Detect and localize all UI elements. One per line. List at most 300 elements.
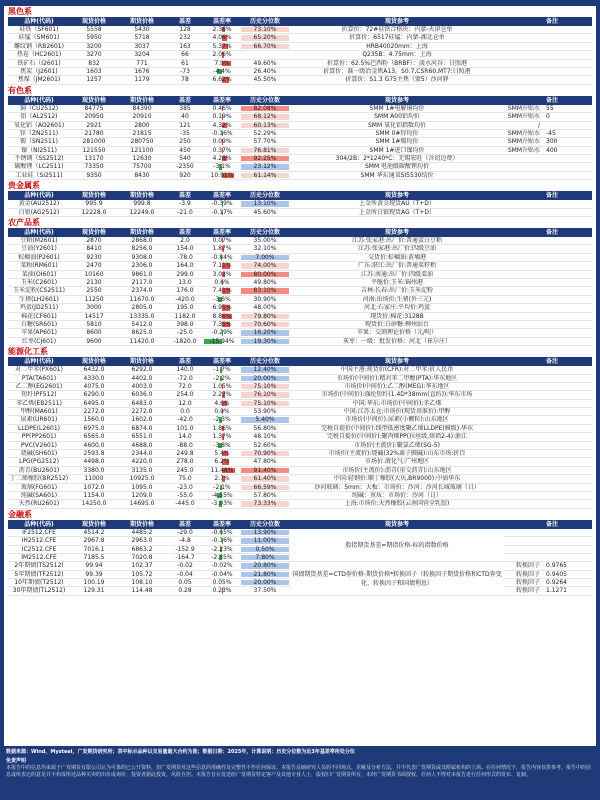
cell-fut: 7020.8 [131, 553, 153, 561]
basis-rate-value: 0.07% [212, 237, 232, 245]
cell-pct [240, 287, 290, 294]
percentile-value: 49.60% [253, 59, 277, 67]
cell-name: 白糖(SR601) [20, 320, 58, 328]
cell-fut: 102.37 [131, 562, 153, 570]
cell-pct [240, 76, 290, 83]
column-header: 现货参考 [384, 229, 409, 237]
percentile-value: 83.10% [253, 287, 277, 295]
table-row [8, 34, 592, 42]
cell-spot: 5810 [86, 320, 102, 328]
column-header: 基差 [178, 229, 191, 237]
cell-basis: 12.0 [178, 399, 192, 407]
table-row [8, 155, 592, 163]
cell-basis: 14.0 [178, 433, 192, 441]
percentile-value: 80.00% [253, 270, 277, 278]
cell-spot: 11000 [84, 475, 104, 483]
percentile-value: 0.50% [255, 545, 275, 553]
cell-fut: 5412.0 [131, 320, 153, 328]
cell-note2: 1.1271 [546, 587, 567, 595]
cell-name: PVC(V2601) [21, 441, 57, 449]
cell-pct [240, 338, 290, 345]
cell-basis: 278.0 [176, 458, 194, 466]
basis-rate-value: -0.17% [211, 208, 233, 216]
basis-rate-value: -2.35% [211, 553, 233, 561]
cell-pct [240, 442, 290, 449]
cell-spot: 129.31 [83, 587, 105, 595]
cell-spot: 73350 [84, 163, 104, 171]
footer-disclaimer-title: 免责声明 [6, 758, 27, 764]
percentile-value: 60.13% [253, 121, 277, 129]
column-header: 基差 [178, 96, 191, 104]
cell-note1 [504, 450, 542, 457]
cell-rate [204, 51, 240, 58]
cell-name: 5年期债(TF2512) [14, 570, 64, 578]
section [8, 180, 592, 217]
basis-rate-value: 6.2% [214, 458, 230, 466]
cell-pct [240, 262, 290, 269]
cell-note2 [542, 529, 592, 536]
column-header: 现货价格 [81, 358, 106, 366]
cell-fut: 3204 [134, 51, 150, 59]
basis-rate-value: 1.87% [212, 245, 232, 253]
table-row [8, 105, 592, 113]
cell-spot: 4600.0 [83, 441, 105, 449]
cell-ref: 市场价(主流价):聚氯乙烯(SG-5) [354, 441, 440, 449]
cell-ref: 304/2B：2*1240*C：无锡宏旺（含切边费） [335, 155, 459, 163]
cell-note1: SMM升贴水 [507, 113, 540, 121]
cell-note1 [504, 163, 542, 170]
table-header [8, 357, 592, 366]
basis-rate-value: -3.6% [213, 295, 231, 303]
cell-note1: SMM升贴水 [507, 129, 540, 137]
cell-basis: -0.04 [177, 570, 193, 578]
table-row [8, 209, 592, 217]
cell-name: 锡（SN2511) [20, 138, 58, 146]
cell-rate [204, 271, 240, 278]
cell-spot: 121550 [82, 146, 106, 154]
cell-pct [240, 245, 290, 252]
cell-basis: 75.0 [178, 475, 192, 483]
cell-note1 [504, 425, 542, 432]
cell-basis: 254.0 [176, 391, 194, 399]
cell-note1 [504, 338, 542, 345]
basis-rate-value: 4.6% [214, 399, 230, 407]
section [8, 346, 592, 509]
cell-note1 [504, 537, 542, 544]
basis-rate-value: 0.37% [212, 146, 232, 154]
percentile-value: 49.80% [253, 278, 277, 286]
basis-rate-value: 4.06% [212, 34, 232, 42]
table-row [8, 200, 592, 208]
cell-pct [240, 68, 290, 75]
cell-rate [204, 122, 240, 129]
cell-rate [204, 172, 240, 179]
section [8, 85, 592, 181]
cell-rate [204, 245, 240, 252]
column-header: 基差 [178, 520, 191, 528]
table-row [8, 416, 592, 424]
percentile-value: 13.90% [253, 528, 277, 536]
cell-note1 [504, 279, 542, 286]
table-row [8, 366, 592, 374]
cell-rate [204, 329, 240, 336]
cell-note1 [504, 209, 542, 216]
cell-note2: 0.9405 [546, 570, 567, 578]
cell-ref: 完税自提价(中间价):聚丙烯PP(拉丝级,熔指2-4):浙江 [326, 433, 468, 441]
cell-ref: 灰枣：一级：批发价格：河北（崔尔庄） [342, 337, 451, 345]
cell-name: 热卷（HC2601) [16, 51, 62, 59]
cell-pct [240, 467, 290, 474]
column-header: 备注 [546, 520, 559, 528]
cell-ref: 纯碱：重质：市场价：沙河（日） [351, 491, 442, 499]
cell-note2 [542, 76, 592, 83]
cell-fut: 4003.0 [131, 382, 153, 390]
column-header [504, 17, 542, 26]
cell-name: 天然(RU2601) [18, 500, 60, 508]
report-page [4, 6, 596, 794]
cell-fut: 6551.0 [131, 433, 153, 441]
percentile-value: 61.14% [253, 171, 277, 179]
cell-fut: 14695.0 [129, 500, 155, 508]
cell-pct [240, 383, 290, 390]
basis-rate-value: 7.35% [212, 320, 232, 328]
cell-note2 [542, 492, 592, 499]
cell-spot: 9230 [86, 253, 102, 261]
percentile-value: 7.80% [255, 553, 275, 561]
cell-rate [204, 130, 240, 137]
cell-spot: 21780 [84, 129, 104, 137]
cell-pct [240, 26, 290, 33]
cell-pct [240, 60, 290, 67]
table-row [8, 467, 592, 475]
cell-name: 焦炭（J2601) [20, 67, 58, 75]
cell-rate [204, 321, 240, 328]
cell-rate [204, 287, 240, 294]
cell-fut: 1209.0 [131, 491, 153, 499]
basis-rate-value: 7.11% [212, 262, 232, 270]
cell-pct [240, 492, 290, 499]
cell-rate [204, 416, 240, 423]
cell-note2 [542, 200, 592, 207]
cell-spot: 2593.8 [83, 450, 105, 458]
cell-pct [240, 484, 290, 491]
cell-rate [204, 279, 240, 286]
basis-rate-value: 0.05% [212, 579, 232, 587]
cell-note1 [504, 492, 542, 499]
cell-note2 [542, 450, 592, 457]
table-row [8, 43, 592, 51]
basis-rate-value: -0.04% [211, 570, 233, 578]
cell-name: 甲醇(MA601) [20, 408, 58, 416]
section [8, 509, 592, 596]
cell-name: 锌（ZN2511) [19, 129, 59, 137]
cell-rate [204, 433, 240, 440]
cell-rate [204, 155, 240, 162]
cell-basis: -152.9 [175, 545, 195, 553]
cell-pct [240, 400, 290, 407]
cell-note2 [542, 68, 592, 75]
cell-name: IM2512.CFE [21, 553, 57, 561]
table-row [8, 433, 592, 441]
column-header: 基差率 [212, 358, 231, 366]
cell-spot: 2921 [86, 121, 102, 129]
column-header: 现货价格 [81, 18, 106, 25]
cell-basis: 2.0 [180, 237, 190, 245]
percentile-value: 48.10% [253, 433, 277, 441]
table-row [8, 425, 592, 433]
cell-basis: -35 [180, 129, 190, 137]
cell-rate [204, 26, 240, 33]
cell-spot: 14250.0 [81, 500, 107, 508]
cell-note2 [542, 237, 592, 244]
cell-note2: -45 [546, 129, 556, 137]
cell-rate [204, 34, 240, 41]
cell-basis: 164.0 [176, 262, 194, 270]
column-header: 现货参考 [384, 96, 409, 104]
cell-basis: 176.0 [176, 287, 194, 295]
cell-ref: 中国:华东:市场价(中间价):苯乙烯 [352, 399, 442, 407]
cell-note2 [542, 338, 592, 345]
column-header [504, 357, 542, 366]
cell-fut: 6292.0 [131, 366, 153, 374]
cell-spot: 2130 [86, 278, 102, 286]
cell-name: 螺纹钢（RB2601) [14, 42, 64, 50]
cell-ref: 河南:出场价:生猪(外三元) [362, 295, 432, 303]
cell-spot: 14517 [84, 312, 104, 320]
cell-fut: 280750 [130, 138, 154, 146]
cell-pct [240, 571, 290, 578]
cell-note2 [542, 329, 592, 336]
cell-pct [240, 155, 290, 162]
percentile-value: 20.00% [253, 374, 277, 382]
cell-rate [204, 113, 240, 120]
section [8, 6, 592, 85]
cell-note2: 400 [546, 146, 558, 154]
cell-note1 [504, 546, 542, 553]
cell-note2 [542, 34, 592, 41]
cell-ref: SMM 氧化铝指数均价 [367, 121, 427, 129]
percentile-value: 57.80% [253, 491, 277, 499]
cell-basis: 128 [179, 26, 191, 33]
cell-name: 焦煤（JM2601) [17, 76, 61, 84]
cell-name: 生猪(LH2601) [19, 295, 59, 303]
cell-basis: -23.0 [177, 483, 193, 491]
cell-fut: 11670.0 [129, 295, 155, 303]
cell-fut: 2117.0 [131, 278, 153, 286]
cell-rate [204, 76, 240, 83]
percentile-value: 30.90% [253, 295, 277, 303]
cell-pct [240, 416, 290, 423]
cell-spot: 6975.0 [83, 424, 105, 432]
column-header: 备注 [546, 96, 559, 104]
cell-fut: 6483.0 [131, 399, 153, 407]
basis-rate-value: -0.84% [211, 253, 233, 261]
column-header: 现货价格 [81, 96, 106, 104]
cell-fut: 999.8 [133, 200, 151, 208]
cell-pct [240, 209, 290, 216]
cell-rate [204, 366, 240, 373]
percentile-value: 76.81% [253, 146, 277, 154]
cell-note1 [504, 68, 542, 75]
cell-rate [204, 467, 240, 474]
cell-note2 [542, 537, 592, 544]
column-header: 备注 [546, 229, 559, 237]
cell-pct [240, 254, 290, 261]
cell-basis: -73 [180, 67, 190, 75]
cell-note1 [504, 433, 542, 440]
cell-name: 烧碱(SH601) [20, 450, 58, 458]
cell-note2 [542, 254, 592, 261]
basis-rate-value: 0.46% [212, 104, 232, 112]
cell-fut: 3135.0 [131, 466, 153, 474]
percentile-value: 52.60% [253, 441, 277, 449]
cell-rate [204, 450, 240, 457]
cell-note1 [504, 554, 542, 561]
table-row [8, 68, 592, 76]
table-header [8, 96, 592, 105]
column-header: 现货参考 [384, 192, 409, 200]
cell-note1 [504, 313, 542, 320]
cell-note2 [542, 304, 592, 311]
cell-name: 鸡蛋(JD2511) [19, 304, 59, 312]
cell-rate [204, 147, 240, 154]
cell-name: 玻璃(FG601) [20, 483, 58, 491]
cell-fut: 2805.0 [131, 304, 153, 312]
cell-note2 [542, 416, 592, 423]
cell-basis: 540 [179, 155, 191, 163]
cell-pct [240, 138, 290, 145]
cell-rate [204, 304, 240, 311]
cell-note1: 转换因子 [515, 562, 540, 570]
cell-rate [204, 562, 240, 569]
basis-rate-value: -0.02% [211, 562, 233, 570]
cell-pct [240, 408, 290, 415]
cell-rate [204, 237, 240, 244]
cell-note2: 300 [546, 138, 558, 146]
cell-fut: 1179 [134, 76, 150, 84]
cell-spot: 6565.0 [83, 433, 105, 441]
cell-fut: 4220.0 [131, 458, 153, 466]
percentile-value: 75.10% [253, 399, 277, 407]
cell-basis: 920 [179, 171, 191, 179]
cell-fut: 21815 [132, 129, 152, 137]
cell-name: 铜（CU2512) [19, 104, 59, 112]
table-row [8, 26, 592, 34]
cell-note1 [504, 400, 542, 407]
cell-pct [240, 313, 290, 320]
column-header: 基差 [178, 358, 191, 366]
percentile-value: 13.10% [253, 200, 277, 208]
cell-spot: 6290.0 [83, 391, 105, 399]
cell-name: 硅铁（SF601) [19, 26, 59, 33]
basis-rate-value: 1.05% [212, 382, 232, 390]
cell-fut: 114.48 [131, 587, 153, 595]
percentile-value: 91.40% [253, 466, 277, 474]
cell-spot: 3000 [86, 304, 102, 312]
table-row [8, 60, 592, 68]
cell-spot: 6495.0 [83, 399, 105, 407]
cell-spot: 8410 [86, 245, 102, 253]
percentile-value: 21.80% [253, 570, 277, 578]
basis-rate-value: 4.32% [212, 121, 232, 129]
cell-pct [240, 537, 290, 544]
cell-basis: 398.0 [176, 320, 194, 328]
cell-pct [240, 500, 290, 507]
table-header [8, 17, 592, 26]
cell-note2 [542, 122, 592, 129]
cell-fut: 75700 [132, 163, 152, 171]
cell-name: 镍（NI2511) [21, 146, 57, 154]
cell-basis: -420.0 [175, 295, 195, 303]
cell-note1 [504, 366, 542, 373]
cell-ref: 广东:湛江:出厂价:普通菜籽粕 [357, 262, 437, 270]
percentile-value: 5.40% [255, 416, 275, 424]
basis-rate-value: 0.9% [214, 408, 230, 416]
table-row [8, 172, 592, 180]
cell-ref: 中国:轻钢价:顺丁橡胶(大庆,BR9000):中油华东 [333, 475, 461, 483]
footer-source: 数据来源：Wind，Mysteel，广发期货研究所；表中标示品种以交易量最大合约为准；数据日期：2025年，计算说明：历史分位数为近3年基差率所处分位 [6, 749, 355, 755]
cell-rate [204, 68, 240, 75]
cell-note1 [504, 458, 542, 465]
cell-note2 [542, 163, 592, 170]
cell-rate [204, 138, 240, 145]
cell-spot: 3270 [86, 51, 102, 59]
cell-basis: 232 [179, 34, 191, 42]
basis-rate-value: -1.7% [213, 366, 231, 374]
table-row [8, 492, 592, 500]
cell-note1: SMM升贴水 [507, 104, 540, 112]
cell-note1 [504, 500, 542, 507]
cell-ref: 市场价(中间价):尿素(小颗粒):山东地区 [345, 416, 449, 424]
cell-basis: 121 [179, 121, 191, 129]
cell-rate [204, 537, 240, 544]
column-header: 品种(代码) [24, 520, 54, 528]
cell-basis: 385 [179, 104, 191, 112]
column-header: 现货价格 [81, 192, 106, 200]
cell-pct [240, 425, 290, 432]
basis-rate-value: 1.37% [212, 433, 232, 441]
cell-note1 [504, 375, 542, 382]
cell-basis: -164.7 [175, 553, 195, 561]
cell-ref: HRB40020mm：上海 [366, 42, 428, 50]
basis-rate-value: 3.03% [212, 270, 232, 278]
percentile-value: 52.29% [253, 129, 277, 137]
percentile-value: 26.40% [253, 67, 277, 75]
cell-pct [240, 279, 290, 286]
basis-rate-value: -0.39% [211, 200, 233, 208]
cell-ref: 交货价:棕榈油:黄埔港 [367, 253, 427, 261]
cell-name: 2年期债(TS2512) [14, 562, 64, 570]
table-row [8, 76, 592, 84]
table-row [8, 475, 592, 483]
cell-fut: 84390 [132, 104, 152, 112]
cell-pct [240, 51, 290, 58]
cell-pct [240, 375, 290, 382]
cell-fut: 6863.2 [131, 545, 153, 553]
basis-rate-value: 2.7% [214, 475, 230, 483]
cell-fut: 8256.0 [131, 245, 153, 253]
table-row [8, 321, 592, 329]
basis-rate-value: 4.28% [212, 155, 232, 163]
cell-spot: 832 [88, 59, 100, 67]
cell-spot: 1154.0 [83, 491, 105, 499]
cell-fut: 1095.0 [131, 483, 153, 491]
basis-rate-value: 6.95% [212, 304, 232, 312]
cell-pct [240, 105, 290, 112]
cell-fut: 4688.0 [131, 441, 153, 449]
cell-note2 [542, 546, 592, 553]
cell-spot: 281000 [82, 138, 106, 146]
